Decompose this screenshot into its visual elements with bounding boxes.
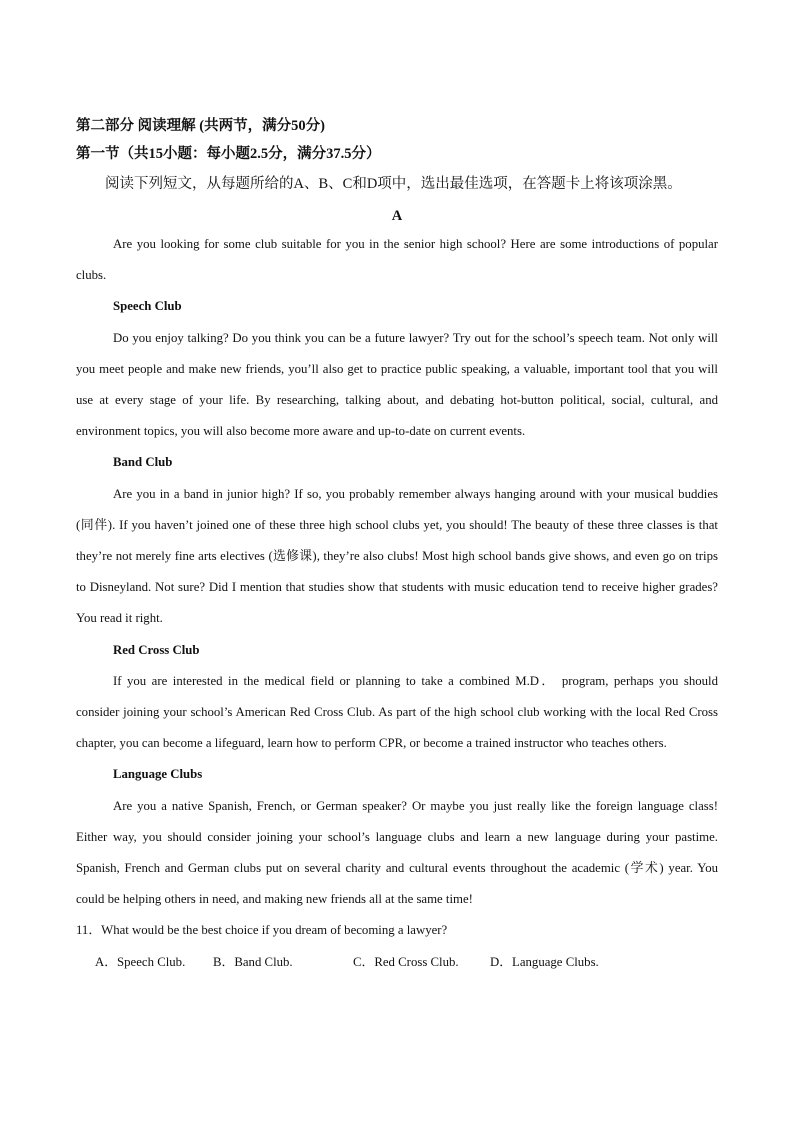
- club-heading-red-cross: Red Cross Club: [113, 642, 200, 657]
- club-text-speech: Do you enjoy talking? Do you think you can be a future lawyer? Try out for the school’s speech team. Not only will you meet people and make new friends, you’ll also get to practice public speaking, a valuable, important tool that you will use at every stage of your life. By researching, talking about, and debating hot-button political, social, cultural, and environment topics, you will also become more aware and up-to-date on current events.: [76, 330, 718, 439]
- club-heading-speech: Speech Club: [113, 299, 182, 314]
- option-d[interactable]: D．Language Clubs.: [490, 954, 599, 969]
- club-heading-band: Band Club: [113, 455, 173, 470]
- passage-intro: Are you looking for some club suitable for you in the senior high school? Here are some introductions of popular clubs.: [76, 237, 718, 283]
- passage-label: A: [391, 208, 403, 224]
- club-text-language: Are you a native Spanish, French, or German speaker? Or maybe you just really like the foreign language class! Either way, you should consider joining your school’s language clubs and learn a new language during your pastime. Spanish, French and German clubs put on several charity and cultural events throughout the academic (学术) year. You could be helping others in need, and making new friends all at the same time!: [76, 798, 718, 907]
- club-text-band: Are you in a band in junior high? If so, you probably remember always hanging around with your musical buddies (同伴). If you haven’t joined one of these three high school clubs yet, you should! The beauty of these three classes is that they’re not merely fine arts electives (选修课), they’re also clubs! Most high school bands give shows, and even go on trips to Disneyland. Not sure? Did I mention that studies show that students with music education tend to receive higher grades? You read it right.: [76, 486, 718, 626]
- question-stem: 11．What would be the best choice if you dream of becoming a lawyer?: [76, 923, 448, 938]
- part-title: 第二部分 阅读理解 (共两节，满分50分): [76, 118, 325, 134]
- option-c[interactable]: C．Red Cross Club.: [353, 954, 459, 969]
- instruction-text: 阅读下列短文，从每题所给的A、B、C和D项中，选出最佳选项，在答题卡上将该项涂黑。: [105, 176, 682, 192]
- section-title: 第一节（共15小题：每小题2.5分，满分37.5分）: [76, 146, 381, 162]
- option-a[interactable]: A．Speech Club.: [95, 954, 186, 969]
- exam-page: [76, 112, 718, 978]
- answer-options: [76, 947, 718, 978]
- club-heading-language: Language Clubs: [113, 767, 203, 782]
- option-b[interactable]: B．Band Club.: [213, 954, 293, 969]
- club-text-red-cross: If you are interested in the medical field or planning to take a combined M.D． program, perhaps you should consider joining your school’s American Red Cross Club. As part of the high school club working with the local Red Cross chapter, you can become a lifeguard, learn how to perform CPR, or become a trained instructor who teaches others.: [76, 673, 718, 751]
